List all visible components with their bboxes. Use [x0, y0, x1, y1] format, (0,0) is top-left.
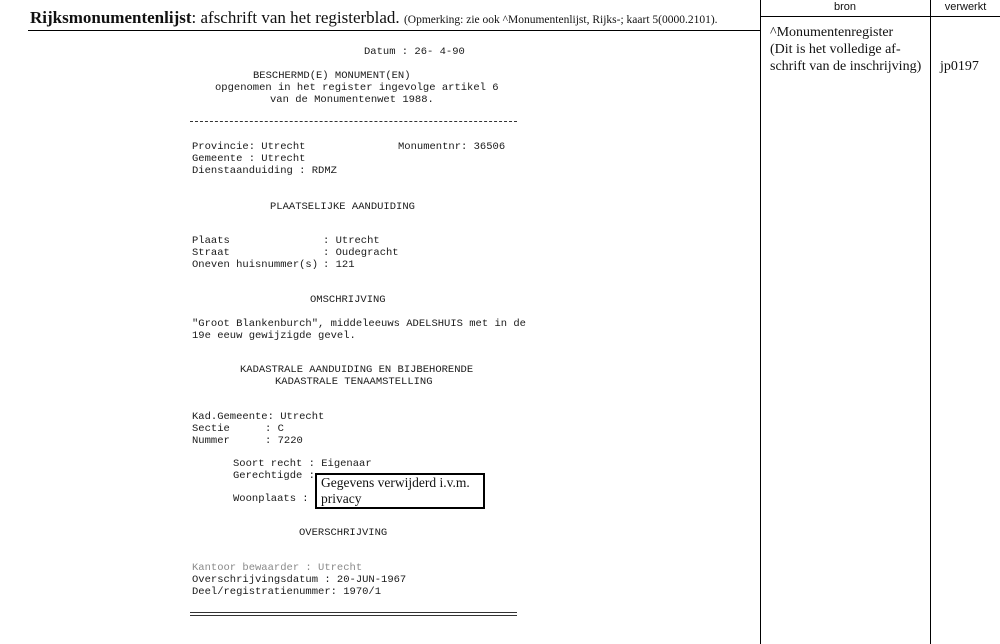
doc-woonplaats: Woonplaats : [233, 493, 309, 505]
doc-soort-recht: Soort recht : Eigenaar [233, 458, 372, 470]
doc-kadgemeente: Kad.Gemeente: Utrecht [192, 411, 325, 423]
privacy-notice-box [315, 473, 485, 509]
doc-kantoor: Kantoor bewaarder : Utrecht [192, 562, 363, 574]
verwerkt-header: verwerkt [944, 1, 987, 13]
doc-gerechtigde: Gerechtigde : [233, 470, 315, 482]
doc-overschrijvingsdatum: Overschrijvingsdatum : 20-JUN-1967 [192, 574, 407, 586]
doc-straat-value: : Oudegracht [323, 247, 399, 259]
page-title [30, 8, 718, 28]
doc-sectie-label: Sectie [192, 423, 230, 435]
title-remark: (Opmerking: zie ook ^Monumentenlijst, Rijks-; kaart 5(0000.2101). [403, 14, 718, 26]
privacy-notice-line-2: privacy [321, 491, 362, 506]
doc-straat-label: Straat [192, 247, 230, 259]
bron-header: bron [833, 1, 857, 13]
column-divider-right [930, 0, 931, 644]
doc-section-kadastraal-2: KADASTRALE TENAAMSTELLING [275, 376, 433, 388]
doc-monumentnr: Monumentnr: 36506 [398, 141, 506, 153]
doc-dienst: Dienstaanduiding : RDMZ [192, 165, 337, 177]
column-divider-left [760, 0, 761, 644]
doc-plaats-label: Plaats [192, 235, 230, 247]
doc-section-plaatselijk: PLAATSELIJKE AANDUIDING [270, 201, 415, 213]
header-underline [28, 30, 760, 31]
bron-line-3: schrift van de inschrijving) [770, 59, 922, 74]
privacy-notice-line-1: Gegevens verwijderd i.v.m. [321, 475, 470, 490]
doc-heading-1: BESCHERMD(E) MONUMENT(EN) [253, 70, 411, 82]
doc-nummer-value: : 7220 [265, 435, 303, 447]
doc-gemeente: Gemeente : Utrecht [192, 153, 306, 165]
title-rest: : afschrift van het registerblad. [191, 8, 400, 27]
doc-sectie-value: : C [265, 423, 284, 435]
doc-heading-3: van de Monumentenwet 1988. [270, 94, 434, 106]
doc-omschrijving-1: "Groot Blankenburch", middeleeuws ADELSHUIS met in de [192, 318, 526, 330]
doc-plaats-value: : Utrecht [323, 235, 380, 247]
doc-separator-end [190, 612, 517, 616]
doc-nummer-label: Nummer [192, 435, 230, 447]
doc-deel: Deel/registratienummer: 1970/1 [192, 586, 382, 598]
column-header-underline [760, 16, 1000, 17]
doc-huisnr-label: Oneven huisnummer(s) [192, 259, 319, 271]
verwerkt-value: jp0197 [940, 59, 979, 74]
doc-huisnr-value: : 121 [323, 259, 355, 271]
bron-line-1: ^Monumentenregister [770, 25, 894, 40]
bron-line-2: (Dit is het volledige af- [770, 42, 901, 57]
doc-separator-1 [190, 121, 517, 122]
doc-section-overschrijving: OVERSCHRIJVING [299, 527, 388, 539]
doc-datum: Datum : 26- 4-90 [364, 46, 465, 58]
doc-omschrijving-2: 19e eeuw gewijzigde gevel. [192, 330, 356, 342]
doc-section-omschrijving: OMSCHRIJVING [310, 294, 386, 306]
doc-section-kadastraal-1: KADASTRALE AANDUIDING EN BIJBEHORENDE [240, 364, 474, 376]
title-bold: Rijksmonumentenlijst [30, 8, 192, 27]
doc-heading-2: opgenomen in het register ingevolge artikel 6 [215, 82, 499, 94]
doc-provincie: Provincie: Utrecht [192, 141, 306, 153]
